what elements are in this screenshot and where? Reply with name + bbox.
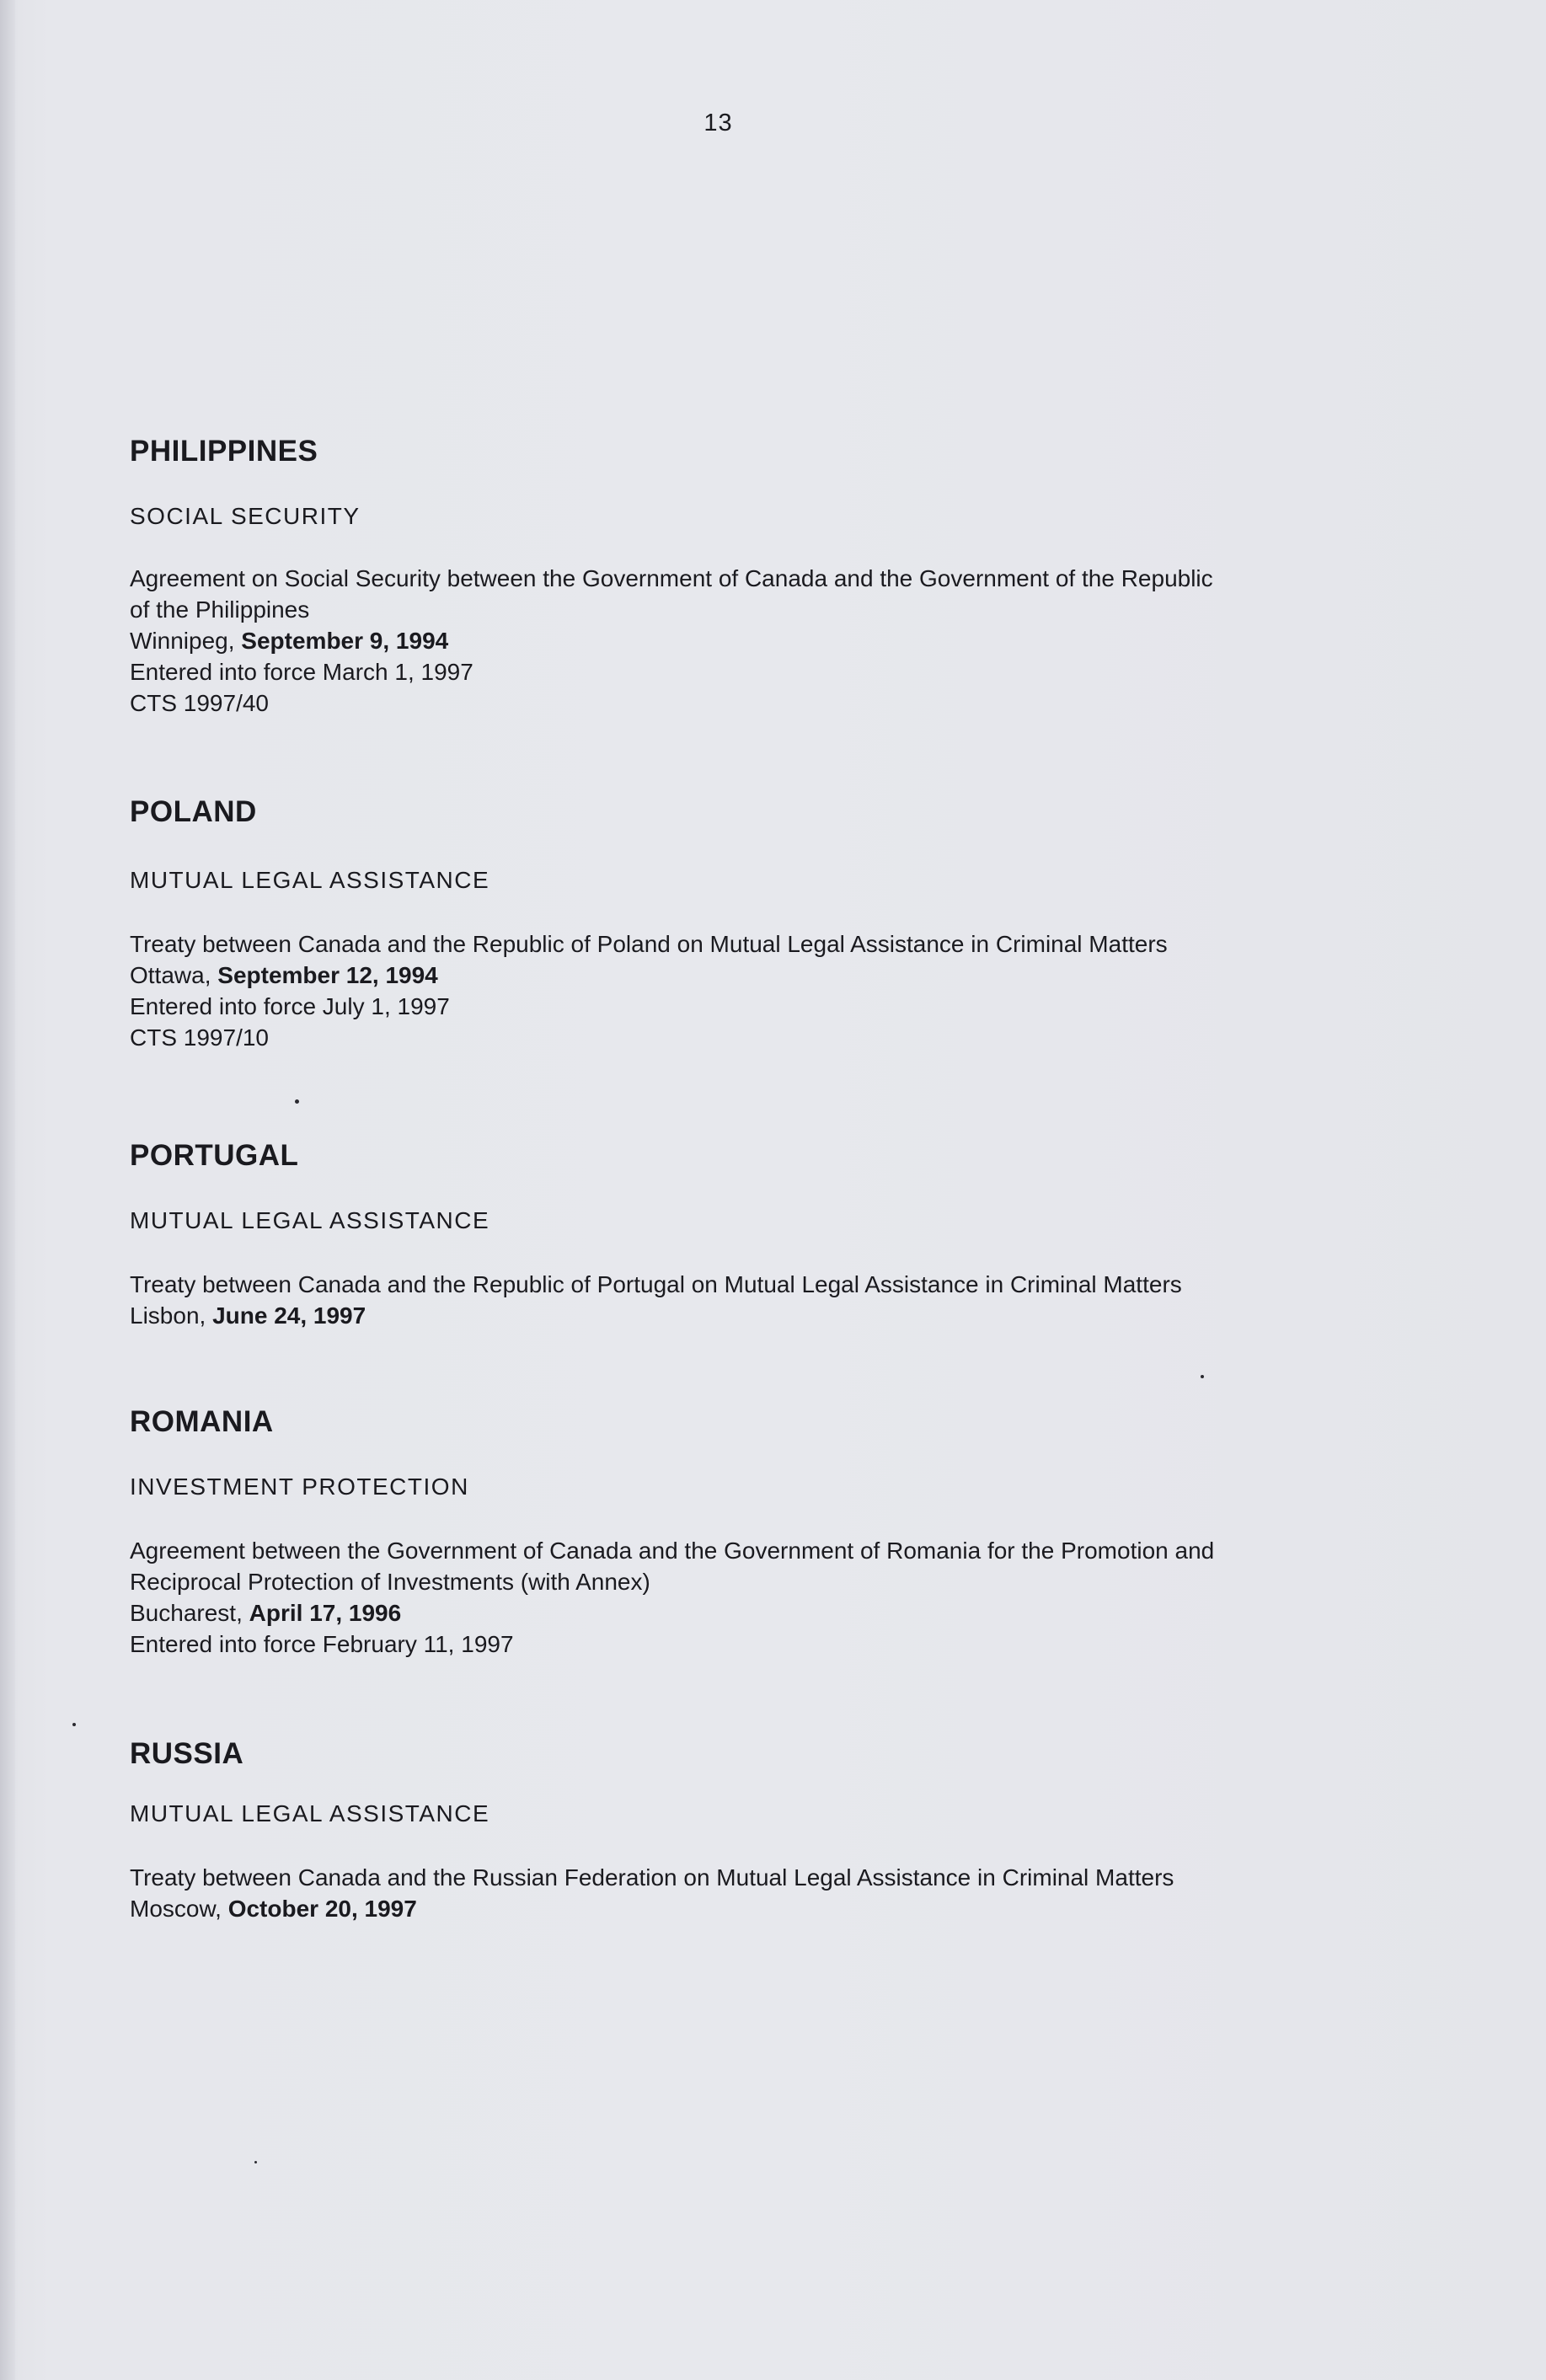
signing-date: April 17, 1996 bbox=[249, 1600, 402, 1626]
page-number: 13 bbox=[703, 110, 733, 136]
subject-heading: MUTUAL LEGAL ASSISTANCE bbox=[130, 1800, 490, 1826]
treaty-description bbox=[130, 563, 1377, 625]
description-line: Agreement on Social Security between the Government of Canada and the Government of the Republic bbox=[130, 565, 1213, 591]
country-heading: ROMANIA bbox=[130, 1405, 274, 1438]
country-heading: RUSSIA bbox=[130, 1737, 244, 1770]
entry-into-force: Entered into force July 1, 1997 bbox=[130, 993, 450, 1019]
scan-speck bbox=[1201, 1375, 1204, 1378]
signing-place-date bbox=[130, 1893, 1377, 1924]
signing-place: Bucharest, bbox=[130, 1600, 249, 1626]
page-binding-edge bbox=[0, 0, 15, 2380]
description-line: Reciprocal Protection of Investments (with Annex) bbox=[130, 1569, 650, 1595]
scan-speck bbox=[295, 1099, 299, 1104]
treaty-description bbox=[130, 1862, 1377, 1893]
signing-place-date bbox=[130, 960, 1377, 991]
country-heading: PHILIPPINES bbox=[130, 435, 318, 468]
subject-heading: INVESTMENT PROTECTION bbox=[130, 1473, 469, 1500]
signing-place: Moscow, bbox=[130, 1896, 228, 1922]
treaty-description bbox=[130, 1269, 1377, 1300]
section-poland bbox=[130, 795, 1377, 1053]
treaty-description bbox=[130, 1535, 1377, 1597]
signing-date: September 9, 1994 bbox=[241, 628, 449, 654]
signing-place-date bbox=[130, 1597, 1377, 1629]
treaty-description bbox=[130, 928, 1377, 960]
signing-place-date bbox=[130, 625, 1377, 656]
description-line: Agreement between the Government of Canada and the Government of Romania for the Promotion and bbox=[130, 1538, 1215, 1564]
section-portugal bbox=[130, 1139, 1377, 1331]
subject-heading: MUTUAL LEGAL ASSISTANCE bbox=[130, 867, 490, 893]
entry-into-force: Entered into force February 11, 1997 bbox=[130, 1631, 514, 1657]
description-line: Treaty between Canada and the Russian Federation on Mutual Legal Assistance in Criminal Matters bbox=[130, 1864, 1174, 1891]
description-line: of the Philippines bbox=[130, 596, 310, 623]
cts-reference: CTS 1997/40 bbox=[130, 690, 269, 716]
signing-date: October 20, 1997 bbox=[227, 1896, 417, 1922]
scan-speck bbox=[254, 2161, 257, 2163]
signing-place: Winnipeg, bbox=[130, 628, 242, 654]
signing-place: Ottawa, bbox=[130, 962, 218, 988]
country-heading: PORTUGAL bbox=[130, 1139, 299, 1172]
cts-reference: CTS 1997/10 bbox=[130, 1024, 269, 1051]
entry-into-force: Entered into force March 1, 1997 bbox=[130, 659, 473, 685]
signing-date: September 12, 1994 bbox=[217, 962, 438, 988]
subject-heading: SOCIAL SECURITY bbox=[130, 503, 361, 529]
section-russia bbox=[130, 1737, 1377, 1924]
signing-date: June 24, 1997 bbox=[212, 1302, 366, 1329]
country-heading: POLAND bbox=[130, 795, 257, 828]
subject-heading: MUTUAL LEGAL ASSISTANCE bbox=[130, 1207, 490, 1233]
description-line: Treaty between Canada and the Republic of Poland on Mutual Legal Assistance in Criminal Matters bbox=[130, 931, 1168, 957]
signing-place-date bbox=[130, 1300, 1377, 1331]
section-philippines bbox=[130, 435, 1377, 719]
signing-place: Lisbon, bbox=[130, 1302, 213, 1329]
description-line: Treaty between Canada and the Republic of Portugal on Mutual Legal Assistance in Criminal Matters bbox=[130, 1271, 1182, 1297]
scan-speck bbox=[72, 1723, 76, 1726]
section-romania bbox=[130, 1405, 1377, 1660]
